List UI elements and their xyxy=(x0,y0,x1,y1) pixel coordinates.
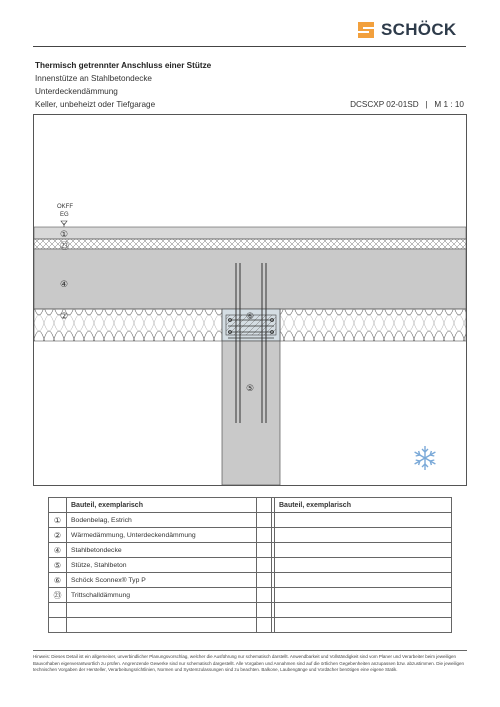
table-row xyxy=(257,588,452,603)
row-label xyxy=(67,603,272,618)
table-row xyxy=(257,603,452,618)
table-row xyxy=(257,618,452,633)
row-num xyxy=(49,603,67,618)
row-label xyxy=(275,543,452,558)
callout-1: ① xyxy=(60,230,69,240)
table-row xyxy=(49,543,272,558)
drawing-code: DCSCXP 02-01SD | M 1 : 10 xyxy=(350,100,464,109)
detail-drawing xyxy=(33,114,467,486)
table-row xyxy=(257,573,452,588)
row-label: Stahlbetondecke xyxy=(67,543,272,558)
row-num: ⑥ xyxy=(49,573,67,588)
subtitle-line-2: Unterdeckendämmung xyxy=(35,87,118,96)
section-drawing-svg xyxy=(34,115,466,485)
row-label xyxy=(275,558,452,573)
table-row xyxy=(49,618,272,633)
table-row xyxy=(49,573,272,588)
subtitle-line-1: Innenstütze an Stahlbetondecke xyxy=(35,74,152,83)
row-label xyxy=(275,603,452,618)
row-label: Schöck Sconnex® Typ P xyxy=(67,573,272,588)
row-label xyxy=(275,528,452,543)
table-header-num xyxy=(49,498,67,513)
callout-4: ④ xyxy=(60,280,69,290)
screed-layer xyxy=(34,227,466,239)
row-num xyxy=(257,573,275,588)
disclaimer-text: Hinweis: Dieses Detail ist ein allgemeiner, unverbindlicher Planungsvorschlag, welcher die Ausführung nur schematisch darstellt. Anwendbarkeit und Vollständigkeit sind vom Planer und Verarbeiter beim jeweiligen Bauvorhaben eigenverantwortlich zu prüfen. Angrenzende Gewerke sind nur schematisch dargestellt. Alle Vorgaben und Annahmen sind auf die örtlichen Gegebenheiten anzupassen bzw. abzustimmen. Die jeweiligen technischen Vorgaben der Hersteller, Verarbeitungsrichtlinien, Normen und Systemzulassungen sind zu beachten. Balkone, Laubengänge und Vordächer benötigen eine eigene Statik. xyxy=(33,650,467,674)
snowflake-icon xyxy=(415,446,436,470)
table-row xyxy=(49,558,272,573)
page-title: Thermisch getrennter Anschluss einer Stütze xyxy=(35,61,212,70)
table-row xyxy=(49,588,272,603)
okff-label: OKFF xyxy=(57,204,73,210)
row-num: ⑤ xyxy=(49,558,67,573)
row-label xyxy=(275,513,452,528)
row-num: ④ xyxy=(49,543,67,558)
schoeck-logo-icon xyxy=(356,20,376,40)
row-label xyxy=(275,588,452,603)
brand-logo xyxy=(356,18,466,42)
table-header: Bauteil, exemplarisch xyxy=(275,498,452,513)
row-num: ㉓ xyxy=(49,588,67,603)
row-num xyxy=(257,618,275,633)
row-num xyxy=(257,543,275,558)
concrete-slab xyxy=(34,249,466,309)
table-row xyxy=(257,543,452,558)
row-label xyxy=(67,618,272,633)
row-label: Bodenbelag, Estrich xyxy=(67,513,272,528)
table-header: Bauteil, exemplarisch xyxy=(67,498,272,513)
table-row xyxy=(257,558,452,573)
table-row xyxy=(49,513,272,528)
row-label xyxy=(275,618,452,633)
callout-5: ⑤ xyxy=(246,384,255,394)
row-label: Wärmedämmung, Unterdeckendämmung xyxy=(67,528,272,543)
drawing-code-text: DCSCXP 02-01SD xyxy=(350,100,419,109)
table-row xyxy=(49,528,272,543)
table-row xyxy=(257,513,452,528)
row-num xyxy=(257,513,275,528)
header-rule xyxy=(33,46,466,47)
impact-insulation-layer xyxy=(34,239,466,249)
table-row xyxy=(49,603,272,618)
column xyxy=(222,341,280,485)
parts-table-left xyxy=(48,497,272,633)
subtitle-line-3: Keller, unbeheizt oder Tiefgarage xyxy=(35,100,156,109)
row-num xyxy=(257,558,275,573)
drawing-scale: M 1 : 10 xyxy=(434,100,464,109)
row-num xyxy=(49,618,67,633)
row-label xyxy=(275,573,452,588)
row-num: ② xyxy=(49,528,67,543)
row-num xyxy=(257,528,275,543)
row-num: ① xyxy=(49,513,67,528)
callout-2: ② xyxy=(60,312,69,322)
insulation-right xyxy=(280,309,466,341)
row-num xyxy=(257,588,275,603)
row-label: Trittschalldämmung xyxy=(67,588,272,603)
brand-name: SCHÖCK xyxy=(381,20,457,39)
eg-label: EG xyxy=(60,212,69,218)
row-num xyxy=(257,603,275,618)
parts-table-right xyxy=(256,497,452,633)
table-row xyxy=(257,528,452,543)
callout-6: ⑥ xyxy=(246,312,255,322)
table-header-num xyxy=(257,498,275,513)
callout-23: ㉓ xyxy=(60,242,70,252)
row-label: Stütze, Stahlbeton xyxy=(67,558,272,573)
